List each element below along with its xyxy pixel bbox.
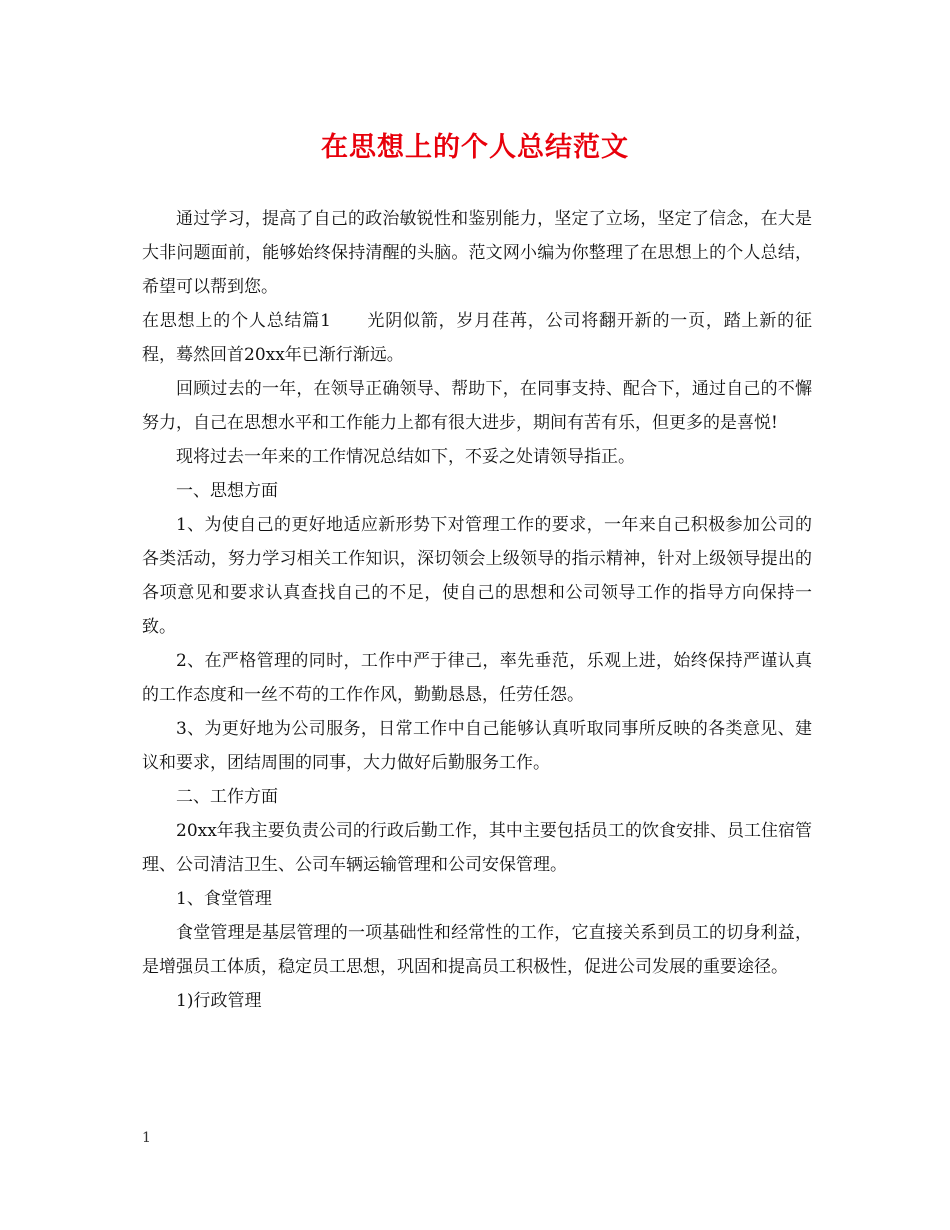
- paragraph: 20xx年我主要负责公司的行政后勤工作，其中主要包括员工的饮食安排、员工住宿管理、公司清洁卫生、公司车辆运输管理和公司安保管理。: [142, 821, 812, 875]
- document-body: [142, 202, 812, 1018]
- subsection-heading: 1、食堂管理: [176, 889, 272, 909]
- section-heading: 一、思想方面: [176, 481, 278, 501]
- paragraph: 1、为使自己的更好地适应新形势下对管理工作的要求，一年来自己积极参加公司的各类活动，努力学习相关工作知识，深切领会上级领导的指示精神，针对上级领导提出的各项意见和要求认真查找自己的不足，使自己的思想和公司领导工作的指导方向保持一致。: [142, 515, 812, 637]
- section-heading: 二、工作方面: [176, 787, 278, 807]
- paragraph: 食堂管理是基层管理的一项基础性和经常性的工作，它直接关系到员工的切身利益，是增强员工体质，稳定员工思想，巩固和提高员工积极性，促进公司发展的重要途径。: [142, 923, 812, 977]
- paragraph: 回顾过去的一年，在领导正确领导、帮助下，在同事支持、配合下，通过自己的不懈努力，自己在思想水平和工作能力上都有很大进步，期间有苦有乐，但更多的是喜悦!: [142, 379, 812, 433]
- page-number: 1: [142, 1130, 151, 1146]
- paragraph: 现将过去一年来的工作情况总结如下，不妥之处请领导指正。: [176, 447, 635, 467]
- document-title: 在思想上的个人总结范文: [321, 132, 629, 163]
- subsection-heading: 1)行政管理: [176, 991, 262, 1011]
- paragraph: 通过学习，提高了自己的政治敏锐性和鉴别能力，坚定了立场，坚定了信念，在大是大非问题面前，能够始终保持清醒的头脑。范文网小编为你整理了在思想上的个人总结，希望可以帮到您。: [142, 209, 812, 297]
- paragraph: 3、为更好地为公司服务，日常工作中自己能够认真听取同事所反映的各类意见、建议和要求，团结周围的同事，大力做好后勤服务工作。: [142, 719, 812, 773]
- paragraph: 2、在严格管理的同时，工作中严于律己，率先垂范，乐观上进，始终保持严谨认真的工作态度和一丝不苟的工作作风，勤勤恳恳，任劳任怨。: [142, 651, 812, 705]
- paragraph: 在思想上的个人总结篇1 光阴似箭，岁月荏苒，公司将翻开新的一页，踏上新的征程，蓦然回首20xx年已渐行渐远。: [142, 311, 812, 365]
